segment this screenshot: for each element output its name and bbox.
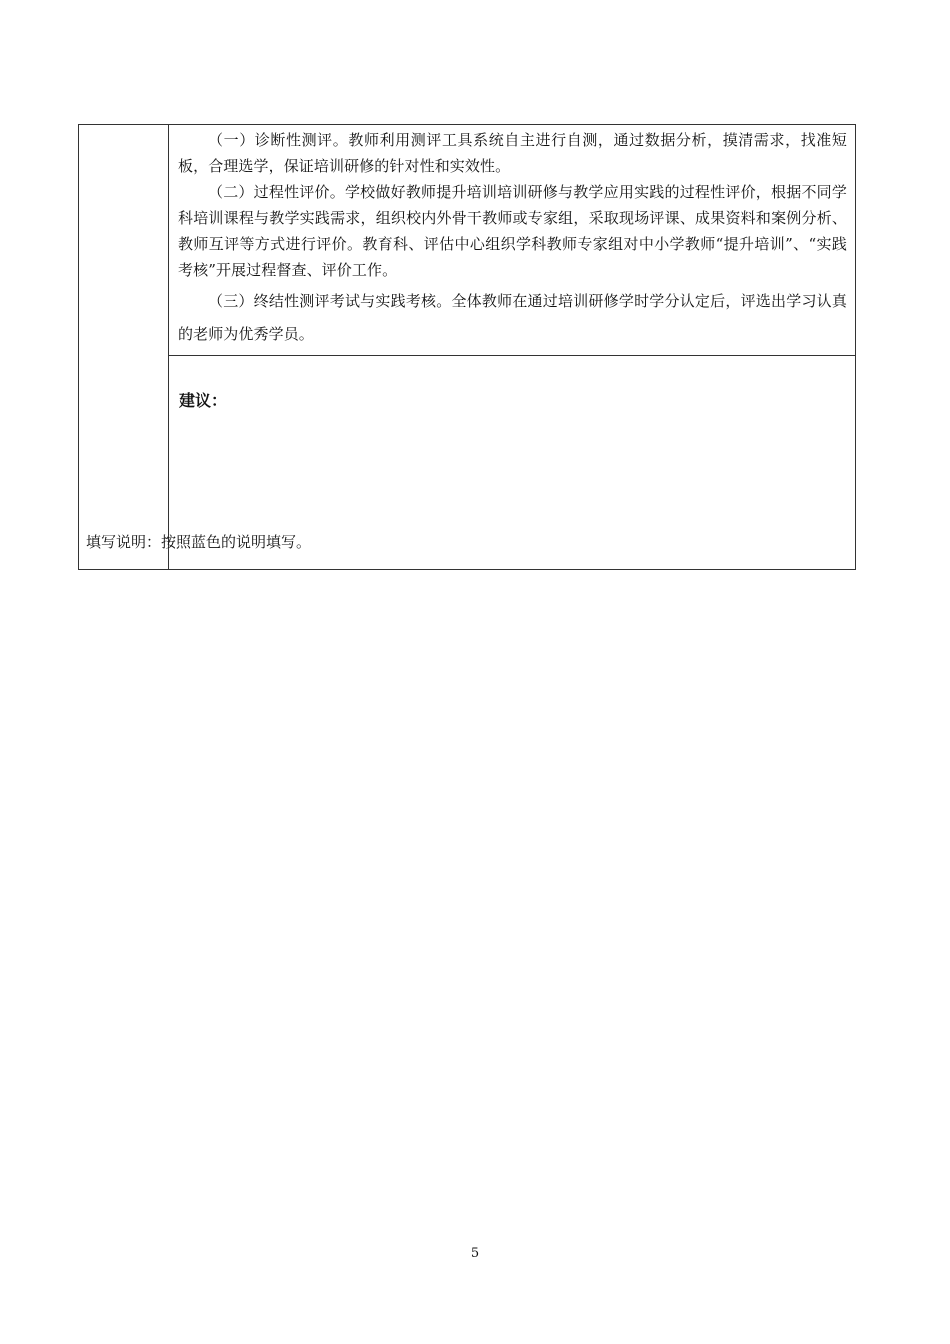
page-number: 5 [470, 1246, 480, 1261]
table-row [79, 125, 856, 356]
evaluation-table [78, 124, 856, 570]
evaluation-content-cell [169, 125, 856, 356]
paragraph-diagnostic-assessment: （一）诊断性测评。教师利用测评工具系统自主进行自测，通过数据分析，摸清需求，找准短板，合理选学，保证培训研修的针对性和实效性。 [178, 131, 847, 175]
paragraph-final-assessment: （三）终结性测评考试与实践考核。全体教师在通过培训研修学时学分认定后，评选出学习认真的老师为优秀学员。 [178, 292, 847, 343]
suggestion-label: 建议： [179, 391, 228, 410]
left-label-cell [79, 125, 169, 570]
fill-instruction-note: 填写说明：按照蓝色的说明填写。 [86, 533, 312, 551]
paragraph-process-evaluation: （二）过程性评价。学校做好教师提升培训培训研修与教学应用实践的过程性评价，根据不同学科培训课程与教学实践需求，组织校内外骨干教师或专家组，采取现场评课、成果资料和案例分析、教师互评等方式进行评价。教育科、评估中心组织学科教师专家组对中小学教师“提升培训”、“实践考核”开展过程督查、评价工作。 [178, 183, 847, 279]
